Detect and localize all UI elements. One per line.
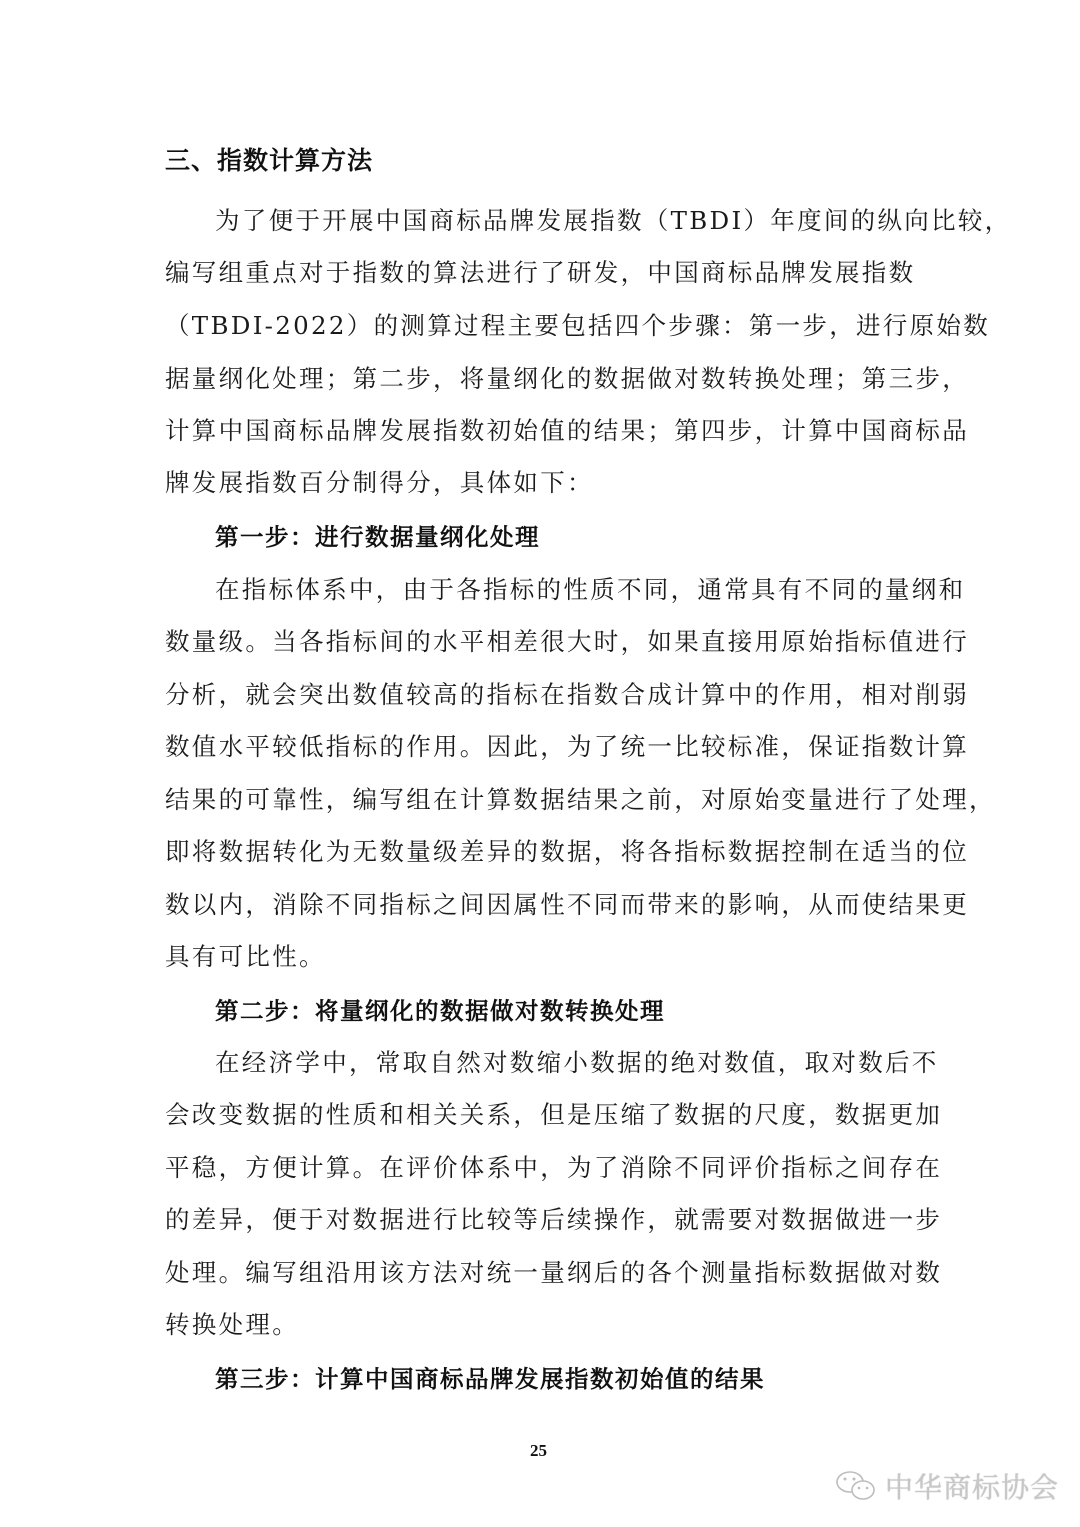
step1-line: 数以内，消除不同指标之间因属性不同而带来的影响，从而使结果更 — [165, 890, 969, 919]
step2-line: 在经济学中，常取自然对数缩小数据的绝对数值，取对数后不 — [215, 1048, 939, 1077]
watermark-text: 中华商标协会 — [885, 1471, 1060, 1504]
intro-line: （TBDI-2022）的测算过程主要包括四个步骤：第一步，进行原始数 — [165, 311, 990, 340]
step1-line: 分析，就会突出数值较高的指标在指数合成计算中的作用，相对削弱 — [165, 680, 969, 709]
step2-line: 平稳，方便计算。在评价体系中，为了消除不同评价指标之间存在 — [165, 1153, 943, 1182]
step2-line: 的差异，便于对数据进行比较等后续操作，就需要对数据做进一步 — [165, 1205, 943, 1234]
step3-heading: 第三步：计算中国商标品牌发展指数初始值的结果 — [215, 1365, 765, 1393]
step1-heading: 第一步：进行数据量纲化处理 — [215, 523, 540, 551]
step1-line: 在指标体系中，由于各指标的性质不同，通常具有不同的量纲和 — [215, 575, 966, 604]
wechat-icon — [835, 1469, 879, 1503]
step2-line: 转换处理。 — [165, 1310, 299, 1339]
section-heading: 三、指数计算方法 — [165, 146, 374, 175]
intro-line: 编写组重点对于指数的算法进行了研发，中国商标品牌发展指数 — [165, 258, 916, 287]
intro-line: 为了便于开展中国商标品牌发展指数（TBDI）年度间的纵向比较， — [215, 206, 1012, 235]
intro-line: 据量纲化处理；第二步，将量纲化的数据做对数转换处理；第三步， — [165, 364, 969, 393]
step1-line: 数值水平较低指标的作用。因此，为了统一比较标准，保证指数计算 — [165, 732, 969, 761]
step2-line: 处理。编写组沿用该方法对统一量纲后的各个测量指标数据做对数 — [165, 1258, 943, 1287]
step1-line: 即将数据转化为无数量级差异的数据，将各指标数据控制在适当的位 — [165, 837, 969, 866]
step1-line: 数量级。当各指标间的水平相差很大时，如果直接用原始指标值进行 — [165, 627, 969, 656]
page-number: 25 — [530, 1441, 547, 1460]
watermark — [835, 1466, 1059, 1506]
step1-line: 具有可比性。 — [165, 942, 326, 971]
step2-line: 会改变数据的性质和相关关系，但是压缩了数据的尺度，数据更加 — [165, 1100, 943, 1129]
step2-heading: 第二步：将量纲化的数据做对数转换处理 — [215, 997, 665, 1025]
step1-line: 结果的可靠性，编写组在计算数据结果之前，对原始变量进行了处理， — [165, 785, 996, 814]
intro-line: 计算中国商标品牌发展指数初始值的结果；第四步，计算中国商标品 — [165, 416, 969, 445]
intro-line: 牌发展指数百分制得分，具体如下： — [165, 468, 594, 497]
